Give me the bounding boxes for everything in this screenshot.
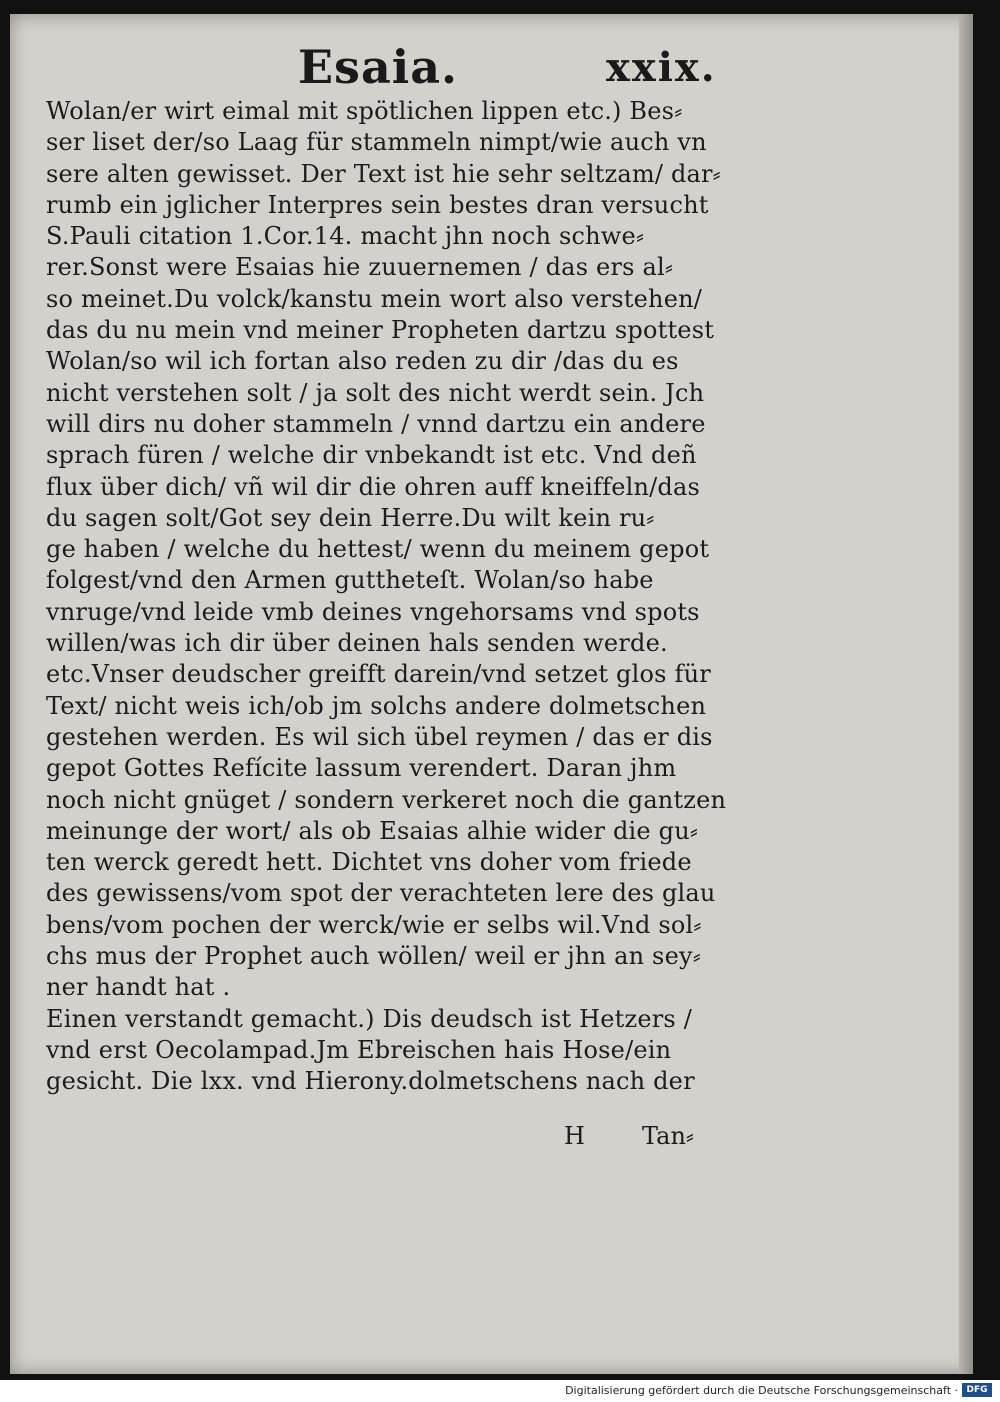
text-line: ge haben / welche du hettest/ wenn du meinem gepot	[46, 535, 710, 564]
text-line: sprach füren / welche dir vnbekandt ist etc. Vnd deñ	[46, 441, 697, 470]
text-line: ten werck geredt hett. Dichtet vns doher vom friede	[46, 848, 692, 877]
text-line: sere alten gewisset. Der Text ist hie sehr seltzam/ dar⸗	[46, 159, 721, 188]
text-line: Einen verstandt gemacht.) Dis deudsch ist Hetzers /	[46, 1004, 693, 1033]
text-line: folgest/vnd den Armen guttheteſt. Wolan/so habe	[46, 566, 654, 595]
text-line: meinunge der wort/ als ob Esaias alhie wider die gu⸗	[46, 816, 699, 845]
text-line: das du nu mein vnd meiner Propheten dartzu spottest	[46, 316, 715, 345]
dfg-logo: DFG	[962, 1383, 992, 1397]
text-line: gesicht. Die lxx. vnd Hierony.dolmetschens nach der	[46, 1067, 695, 1096]
catchword: Tan⸗	[642, 1122, 694, 1150]
text-line: Wolan/er wirt eimal mit spötlichen lippen etc.) Bes⸗	[46, 97, 683, 125]
text-line: ner handt hat .	[46, 973, 231, 1002]
signature-mark: H	[564, 1122, 585, 1150]
text-line: rumb ein jglicher Interpres sein bestes dran versucht	[46, 190, 709, 219]
text-line: rer.Sonst were Esaias hie zuuernemen / das ers al⸗	[46, 253, 674, 282]
text-line: des gewissens/vom spot der verachteten lere des glau	[46, 879, 716, 908]
text-line: flux über dich/ vñ wil dir die ohren auff kneiffeln/das	[46, 472, 701, 501]
footer-bar	[0, 1380, 1000, 1402]
text-line: noch nicht gnüget / sondern verkeret noch die gantzen	[46, 785, 727, 814]
text-line: etc.Vnser deudscher greifft darein/vnd setzet glos für	[46, 660, 711, 689]
text-block	[46, 96, 726, 1098]
running-head-title: Esaia.	[298, 40, 459, 94]
text-line: S.Pauli citation 1.Cor.14. macht jhn noch schwe⸗	[46, 222, 645, 251]
text-line: gepot Gottes Refícite lassum verendert. Daran jhm	[46, 754, 677, 783]
page-edge	[959, 14, 973, 1374]
text-line: vnruge/vnd leide vmb deines vngehorsams vnd spots	[46, 597, 700, 626]
funding-credit: Digitalisierung gefördert durch die Deutsche Forschungsgemeinschaft ·	[565, 1384, 958, 1397]
folio-number: xxix.	[606, 44, 717, 91]
book-page	[10, 14, 973, 1374]
text-line: Wolan/so wil ich fortan also reden zu dir /das du es	[46, 347, 679, 376]
text-line: bens/vom pochen der werck/wie er selbs wil.Vnd sol⸗	[46, 910, 702, 939]
text-line: gestehen werden. Es wil sich übel reymen / das er dis	[46, 722, 713, 751]
text-line: Text/ nicht weis ich/ob jm solchs andere dolmetschen	[46, 691, 707, 720]
text-line: vnd erst Oecolampad.Jm Ebreischen hais Hose/ein	[46, 1035, 672, 1064]
text-line: will dirs nu doher stammeln / vnnd dartzu ein andere	[46, 409, 706, 438]
text-line: du sagen solt/Got sey dein Herre.Du wilt kein ru⸗	[46, 503, 655, 532]
text-line: nicht verstehen solt / ja solt des nicht werdt sein. Jch	[46, 378, 705, 407]
text-line: chs mus der Prophet auch wöllen/ weil er jhn an sey⸗	[46, 942, 701, 971]
text-line: willen/was ich dir über deinen hals senden werde.	[46, 629, 668, 658]
text-line: so meinet.Du volck/kanstu mein wort also verstehen/	[46, 284, 703, 313]
catchword-line	[550, 1122, 730, 1154]
text-line: ser liset der/so Laag für stammeln nimpt/wie auch vn	[46, 128, 707, 157]
